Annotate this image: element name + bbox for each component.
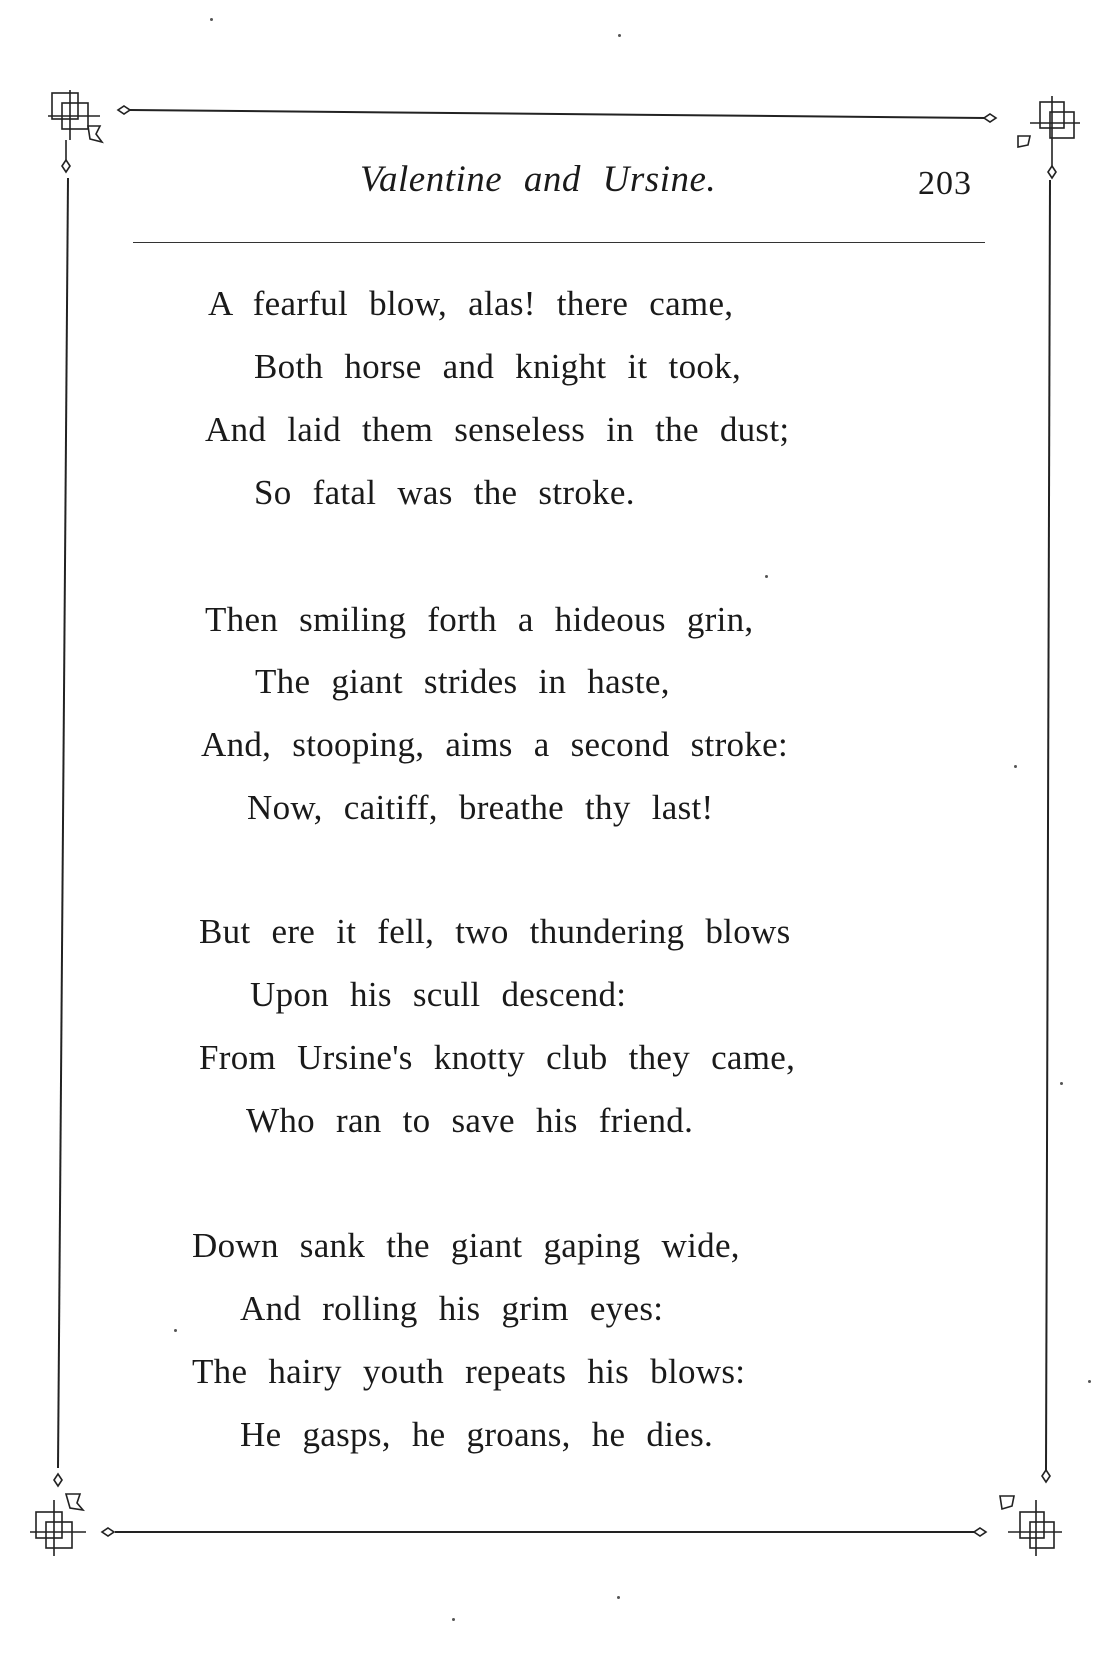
corner-ornament-bottom-right <box>974 1470 1062 1556</box>
poem-line: The hairy youth repeats his blows: <box>192 1352 746 1391</box>
page-number: 203 <box>918 165 972 202</box>
poem-line: The giant strides in haste, <box>255 662 670 701</box>
poem-line: Upon his scull descend: <box>250 975 627 1014</box>
paper-speck <box>174 1329 177 1332</box>
running-head-title: Valentine and Ursine. <box>360 159 717 200</box>
poem-line: And laid them senseless in the dust; <box>205 410 790 449</box>
paper-speck <box>765 575 768 578</box>
poem-line: Now, caitiff, breathe thy last! <box>247 788 714 827</box>
poem-line: Both horse and knight it took, <box>254 347 742 386</box>
poem-line: Then smiling forth a hideous grin, <box>205 600 754 639</box>
poem-line: So fatal was the stroke. <box>254 473 635 512</box>
poem-line: Down sank the giant gaping wide, <box>192 1226 740 1265</box>
paper-speck <box>1088 1380 1091 1383</box>
paper-speck <box>1014 765 1017 768</box>
header-rule <box>133 242 985 243</box>
paper-speck <box>452 1618 455 1621</box>
poem-line: A fearful blow, alas! there came, <box>208 284 734 323</box>
corner-ornament-bottom-left <box>30 1474 114 1556</box>
paper-speck <box>1060 1082 1063 1085</box>
poem-line: And rolling his grim eyes: <box>240 1289 664 1328</box>
poem-line: He gasps, he groans, he dies. <box>240 1415 714 1454</box>
poem-line: From Ursine's knotty club they came, <box>199 1038 796 1077</box>
paper-speck <box>618 34 621 37</box>
corner-ornament-top-right <box>984 96 1080 178</box>
paper-speck <box>617 1596 620 1599</box>
poem-line: But ere it fell, two thundering blows <box>199 912 791 951</box>
paper-speck <box>210 18 213 21</box>
poem-line: Who ran to save his friend. <box>246 1101 694 1140</box>
poem-line: And, stooping, aims a second stroke: <box>201 725 788 764</box>
corner-ornament-top-left <box>48 90 130 172</box>
